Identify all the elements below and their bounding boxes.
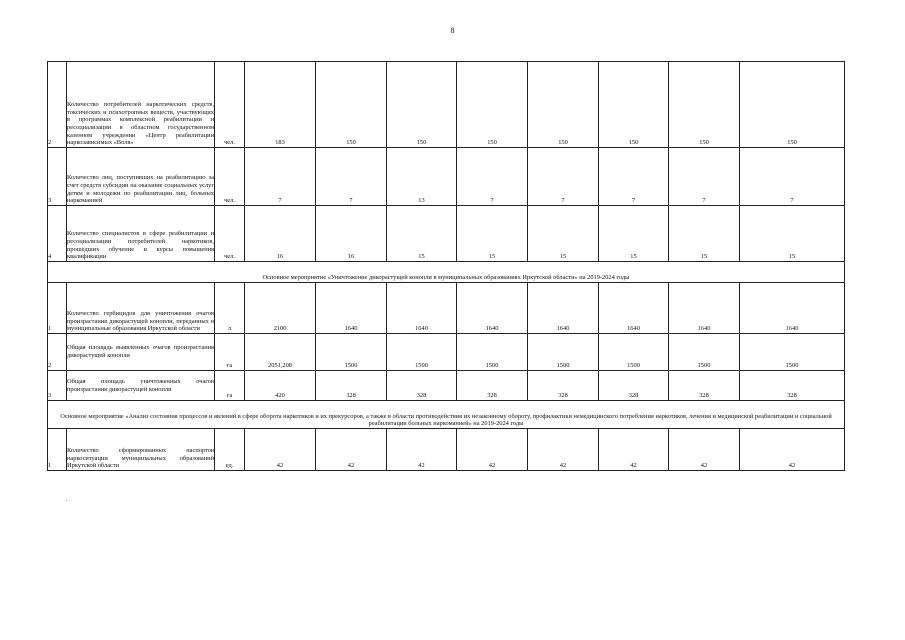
value-cell: 150 [387,62,457,148]
unit-cell: л [215,283,245,334]
indicators-table [47,61,845,471]
unit-cell: чел. [215,206,245,262]
value-cell: 1640 [669,283,740,334]
indicator-description: Количество сформированных паспортов наркоситуации муниципальных образований Иркутской области [67,429,215,471]
value-cell: 42 [669,429,740,471]
value-cell: 7 [457,148,528,206]
row-number: 2 [48,62,67,148]
value-cell: 7 [245,148,316,206]
row-number: 3 [48,371,67,401]
value-cell: 1640 [387,283,457,334]
section-row [48,401,845,429]
value-cell: 150 [669,62,740,148]
value-cell: 15 [457,206,528,262]
value-cell: 42 [528,429,599,471]
value-cell: 42 [387,429,457,471]
indicator-description: Количество лиц, поступивших на реабилитацию за счет средств субсидии на оказание социальных услуг детям и молодежи по реабилитации лиц, больных наркоманией [67,148,215,206]
value-cell: 2051,208 [245,334,316,371]
value-cell: 1640 [457,283,528,334]
row-number: 2 [48,334,67,371]
value-cell: 15 [669,206,740,262]
value-cell: 150 [316,62,387,148]
value-cell: 16 [316,206,387,262]
value-cell: 7 [599,148,669,206]
table-row [48,148,845,206]
table-row [48,429,845,471]
unit-cell: га [215,371,245,401]
value-cell: 15 [740,206,845,262]
value-cell: 2100 [245,283,316,334]
value-cell: 15 [387,206,457,262]
value-cell: 1640 [740,283,845,334]
indicator-description: Количество гербицидов для уничтожения очагов произрастания дикорастущей конопли, переданных в муниципальные образования Иркутской области [67,283,215,334]
value-cell: 15 [599,206,669,262]
value-cell: 420 [245,371,316,401]
value-cell: 7 [669,148,740,206]
value-cell: 15 [528,206,599,262]
table-row [48,371,845,401]
value-cell: 328 [669,371,740,401]
indicator-description: Количество специалистов в сфере реабилитации и ресоциализации потребителей наркотиков, прошедших обучение и курсы повышения квалификации [67,206,215,262]
page-number: 8 [450,26,455,35]
value-cell: 42 [740,429,845,471]
value-cell: 1500 [599,334,669,371]
value-cell: 16 [245,206,316,262]
value-cell: 42 [457,429,528,471]
indicator-description: Общая площадь уничтоженных очагов произрастания дикорастущей конопли [67,371,215,401]
value-cell: 328 [387,371,457,401]
value-cell: 328 [599,371,669,401]
value-cell: 1500 [669,334,740,371]
table-row [48,206,845,262]
table-row [48,283,845,334]
value-cell: 1500 [387,334,457,371]
value-cell: 183 [245,62,316,148]
value-cell: 1500 [740,334,845,371]
value-cell: 328 [457,371,528,401]
value-cell: 150 [599,62,669,148]
unit-cell: чел. [215,148,245,206]
value-cell: 7 [740,148,845,206]
unit-cell: ед. [215,429,245,471]
value-cell: 1500 [528,334,599,371]
section-row [48,262,845,283]
scan-speck [66,500,67,501]
section-heading: Основное мероприятие «Анализ состояния процессов и явлений в сфере оборота наркотиков и их прекурсоров, а также в области противодействия их незаконному обороту, профилактики немедицинского потребления наркотиков, лечения и медицинской реабилитации и социальной реабилитации больных наркоманией» на 2019-2024 годы [48,401,845,429]
value-cell: 1640 [316,283,387,334]
value-cell: 42 [316,429,387,471]
value-cell: 7 [528,148,599,206]
value-cell: 150 [528,62,599,148]
table-row [48,334,845,371]
value-cell: 150 [457,62,528,148]
value-cell: 42 [599,429,669,471]
section-heading: Основное мероприятие «Уничтожение дикорастущей конопли в муниципальных образованиях Иркутской области» на 2019-2024 годы [48,262,845,283]
unit-cell: га [215,334,245,371]
row-number: 1 [48,429,67,471]
value-cell: 328 [740,371,845,401]
table-row [48,62,845,148]
row-number: 3 [48,148,67,206]
value-cell: 1640 [599,283,669,334]
row-number: 1 [48,283,67,334]
value-cell: 1500 [316,334,387,371]
unit-cell: чел. [215,62,245,148]
row-number: 4 [48,206,67,262]
value-cell: 328 [528,371,599,401]
value-cell: 328 [316,371,387,401]
value-cell: 13 [387,148,457,206]
value-cell: 1500 [457,334,528,371]
indicator-description: Количество потребителей наркотических средств, токсических и психотропных веществ, участвующих в программах комплексной реабилитации и ресоциализации в областном государственном казенном учреждении «Центр реабилитации наркозависимых «Воля» [67,62,215,148]
value-cell: 42 [245,429,316,471]
value-cell: 1640 [528,283,599,334]
indicator-description: Общая площадь выявленных очагов произрастания дикорастущей конопли [67,334,215,371]
value-cell: 150 [740,62,845,148]
value-cell: 7 [316,148,387,206]
